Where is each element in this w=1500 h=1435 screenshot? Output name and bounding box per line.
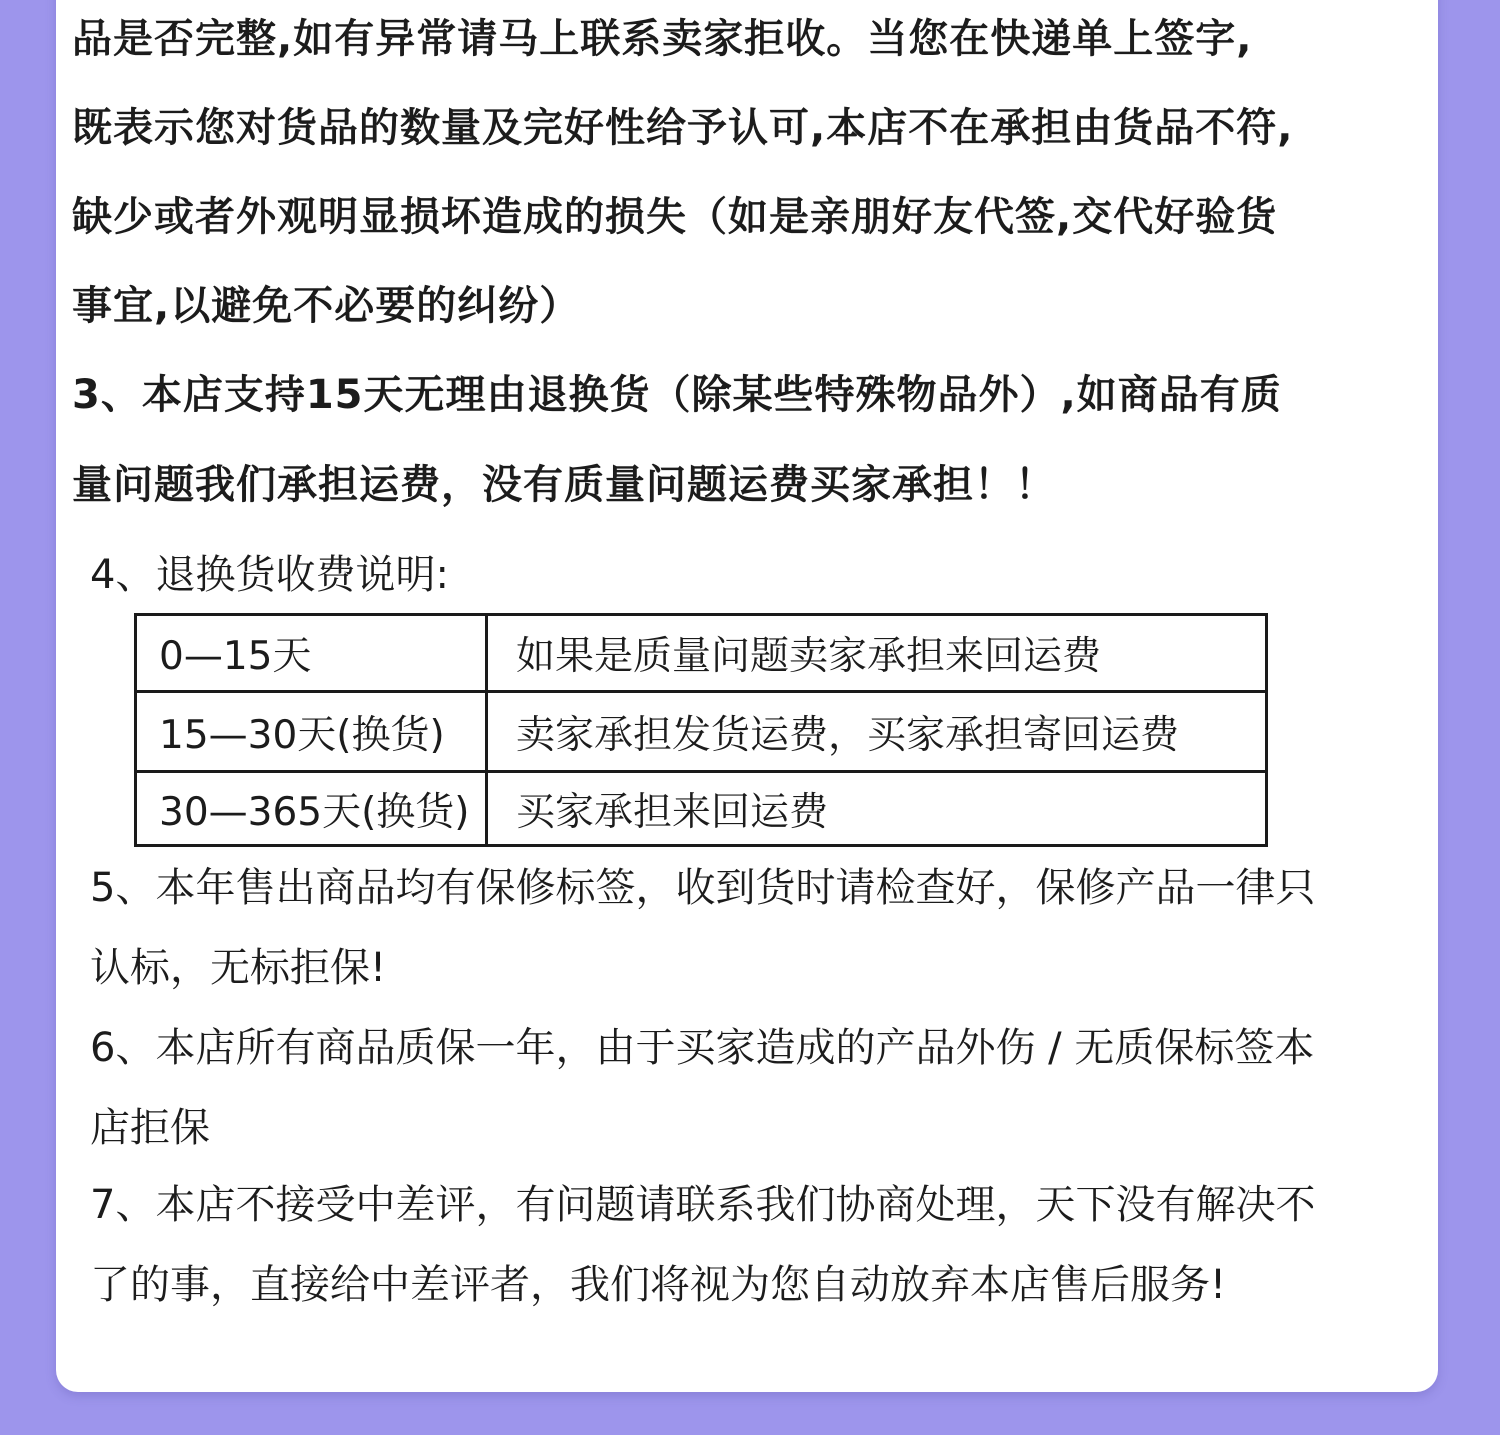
table-row xyxy=(136,692,1267,772)
item5-line: 认标，无标拒保! xyxy=(90,945,387,991)
period-cell: 0—15天 xyxy=(136,615,487,692)
paragraph-line: 事宜,以避免不必要的纠纷） xyxy=(72,283,581,329)
period-cell: 30—365天(换货) xyxy=(136,772,487,846)
policy-cell: 如果是质量问题卖家承担来回运费 xyxy=(487,615,1267,692)
policy-cell: 买家承担来回运费 xyxy=(487,772,1267,846)
policy-cell: 卖家承担发货运费，买家承担寄回运费 xyxy=(487,692,1267,772)
table-row xyxy=(136,615,1267,692)
paragraph-line: 既表示您对货品的数量及完好性给予认可,本店不在承担由货品不符, xyxy=(72,105,1294,151)
item6-line: 6、本店所有商品质保一年，由于买家造成的产品外伤 / 无质保标签本 xyxy=(90,1025,1315,1071)
item6-line: 店拒保 xyxy=(90,1105,210,1151)
table-row xyxy=(136,772,1267,846)
item4-heading: 4、退换货收费说明: xyxy=(90,552,449,598)
paragraph-line: 品是否完整,如有异常请马上联系卖家拒收。当您在快递单上签字, xyxy=(72,16,1253,62)
paragraph-line: 缺少或者外观明显损坏造成的损失（如是亲朋好友代签,交代好验货 xyxy=(72,194,1278,240)
item7-line: 了的事，直接给中差评者，我们将视为您自动放弃本店售后服务! xyxy=(90,1262,1227,1308)
item3-line: 3、本店支持15天无理由退换货（除某些特殊物品外）,如商品有质 xyxy=(72,372,1282,418)
item7-line: 7、本店不接受中差评，有问题请联系我们协商处理，天下没有解决不 xyxy=(90,1182,1316,1228)
item5-line: 5、本年售出商品均有保修标签，收到货时请检查好，保修产品一律只 xyxy=(90,865,1316,911)
period-cell: 15—30天(换货) xyxy=(136,692,487,772)
item3-line: 量问题我们承担运费，没有质量问题运费买家承担！！ xyxy=(72,462,1056,508)
fee-table xyxy=(134,613,1268,847)
